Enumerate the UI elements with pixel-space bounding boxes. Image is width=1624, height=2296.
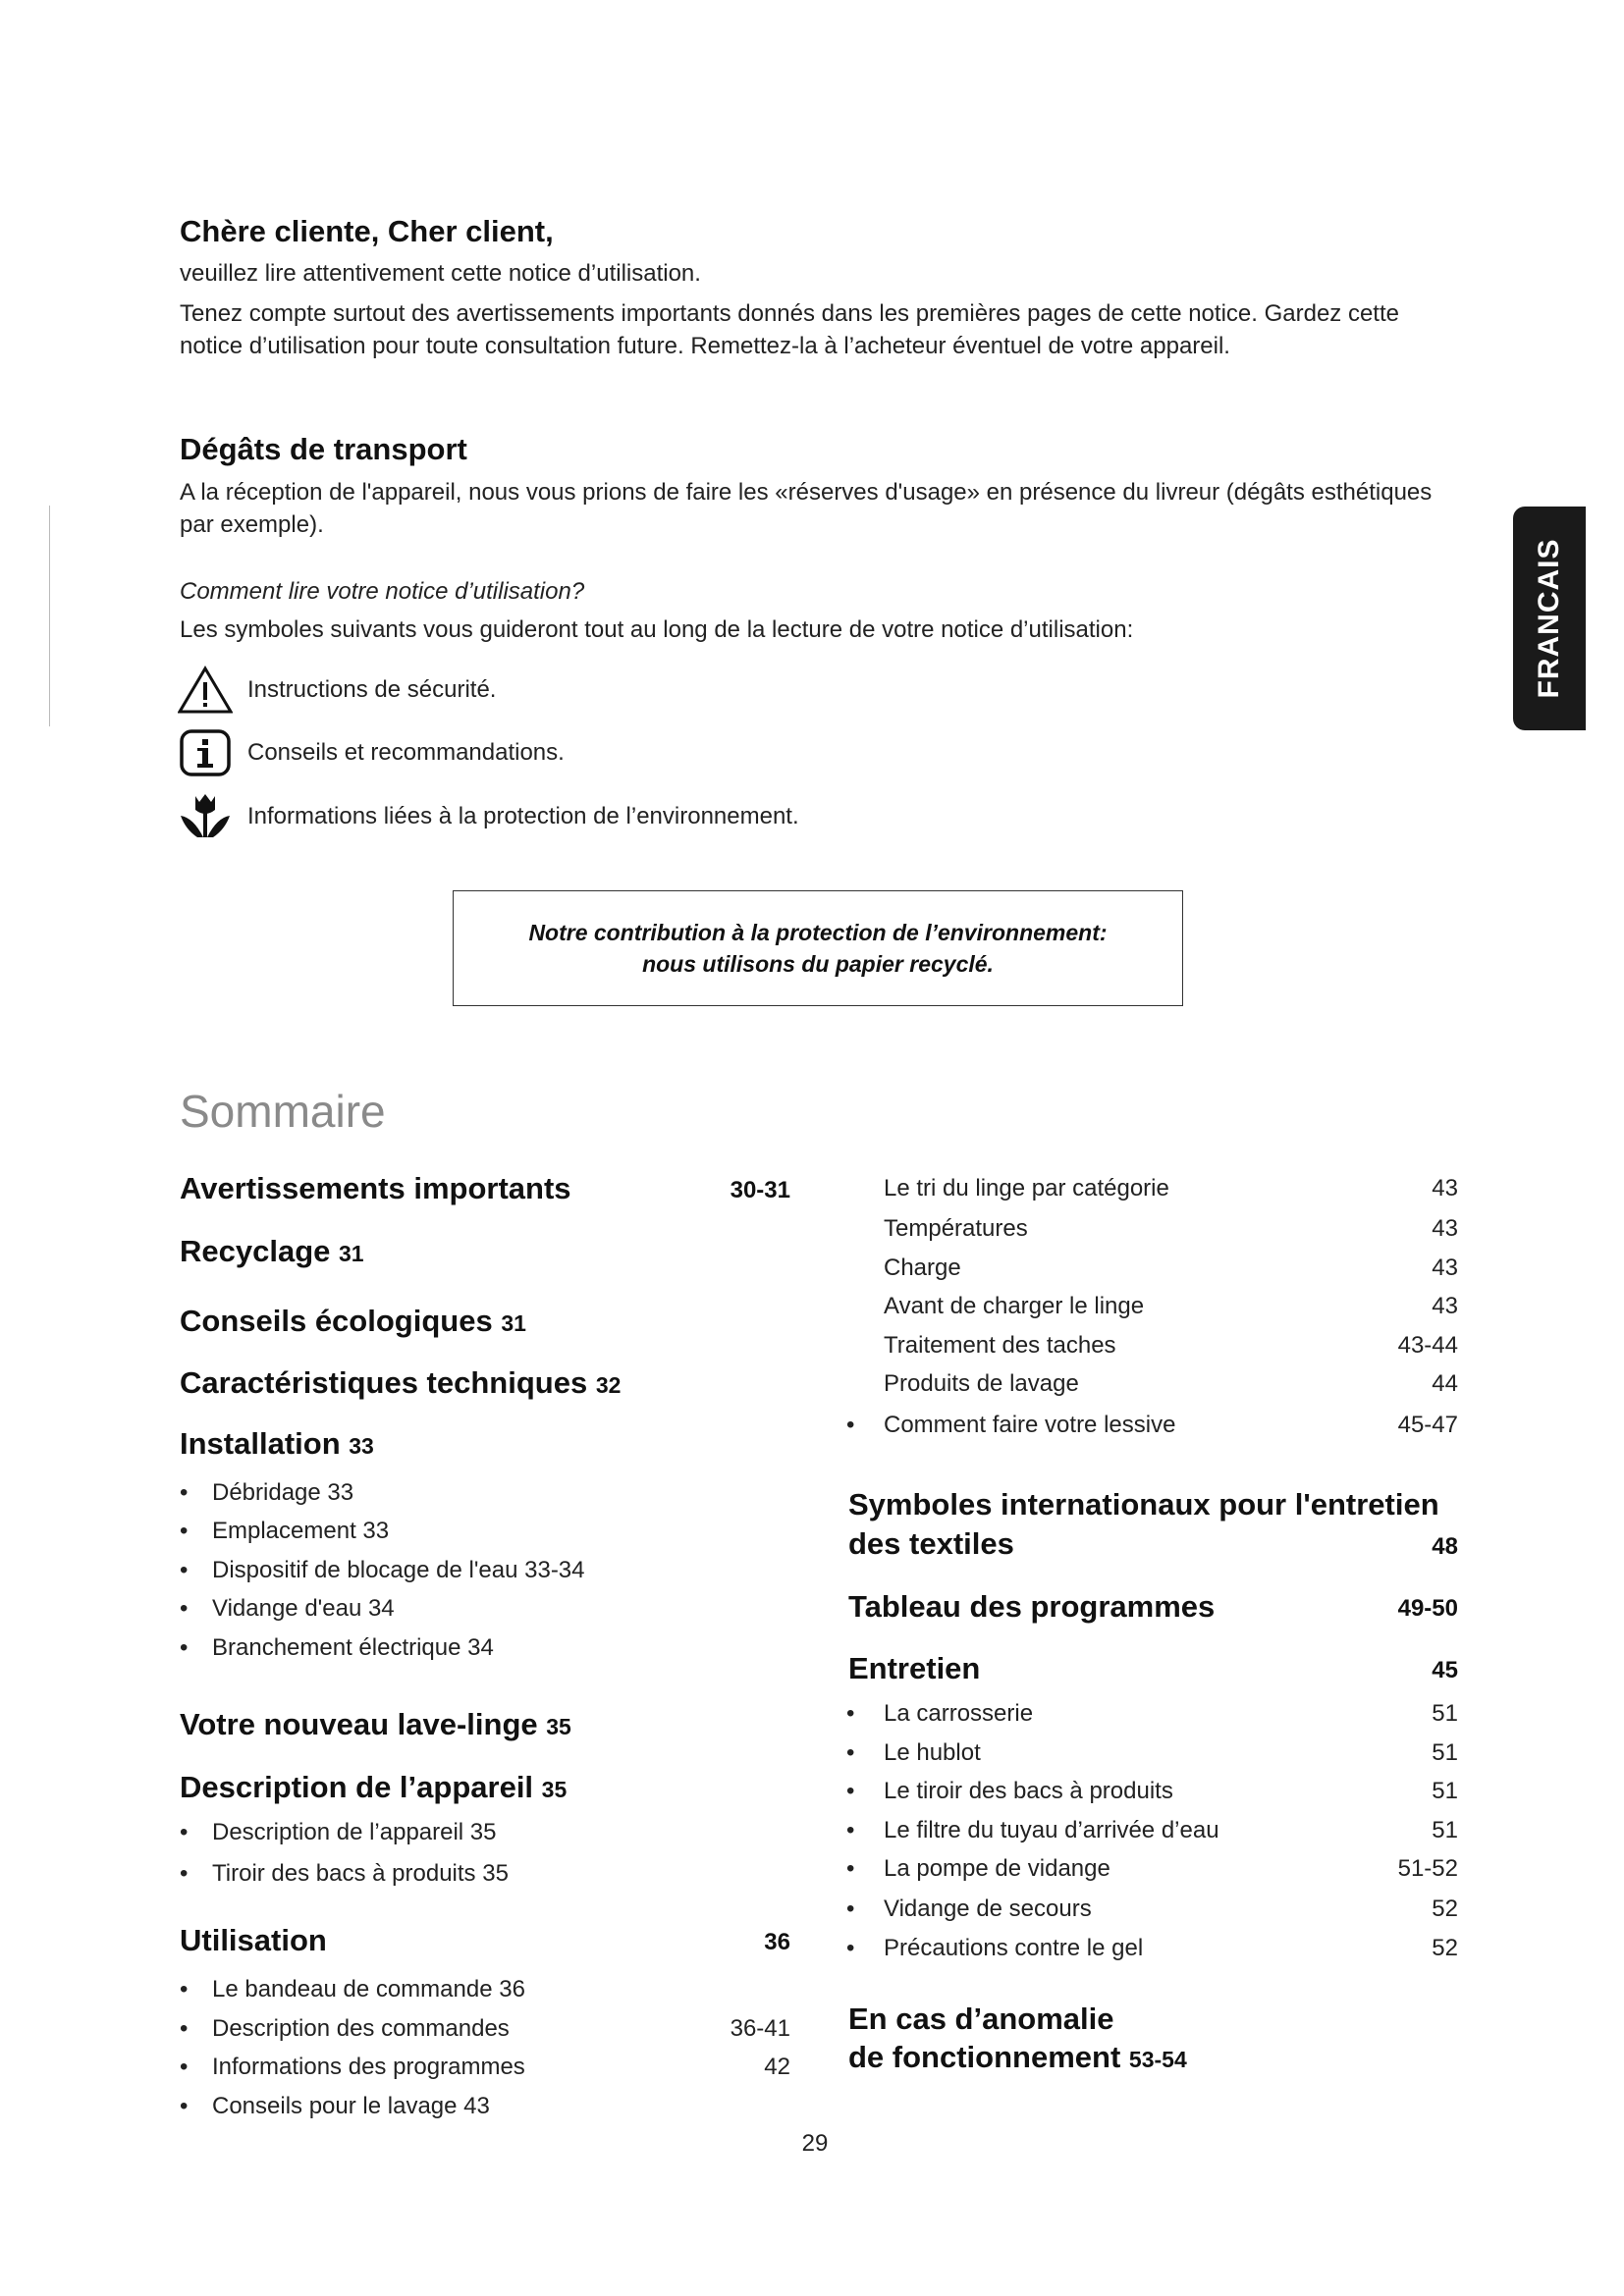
toc-heading-symboles: Symboles internationaux pour l'entretien	[848, 1487, 1439, 1522]
notice-line-1: Notre contribution à la protection de l’environnement:	[528, 920, 1108, 945]
symbol-label: Conseils et recommandations.	[247, 739, 565, 766]
toc-item: • La carrosserie	[846, 1700, 1034, 1727]
toc-item: • Dispositif de blocage de l'eau 33-34	[180, 1557, 585, 1583]
toc-heading-avertissements: Avertissements importants	[180, 1171, 571, 1205]
toc-item: • Tiroir des bacs à produits 35	[180, 1860, 509, 1887]
toc-page: 49-50	[1397, 1595, 1458, 1622]
language-tab	[1513, 507, 1586, 730]
toc-title: Sommaire	[180, 1086, 386, 1137]
toc-heading-nouveau-lave-linge: Votre nouveau lave-linge 35	[180, 1707, 571, 1741]
warning-triangle-icon	[177, 665, 234, 716]
toc-item: • Le bandeau de commande 36	[180, 1976, 525, 2002]
toc-heading-symboles-2: des textiles	[848, 1526, 1014, 1561]
toc-item: • Conseils pour le lavage 43	[180, 2093, 490, 2119]
toc-item: • Le filtre du tuyau d’arrivée d’eau	[846, 1817, 1219, 1843]
toc-heading-anomalie-2: de fonctionnement 53-54	[848, 2040, 1187, 2074]
language-tab-label: FRANCAIS	[1533, 538, 1565, 699]
toc-page: 48	[1432, 1533, 1458, 1560]
toc-item: Traitement des taches	[884, 1332, 1116, 1359]
intro-paragraph: Tenez compte surtout des avertissements importants donnés dans les premières pages de cette notice. Gardez cette notice d’utilisation pour toute consultation future. Remettez-la à l’acheteur éventuel de votre appareil.	[180, 300, 1399, 359]
toc-page: 43	[1432, 1215, 1458, 1242]
toc-page: 43	[1432, 1293, 1458, 1319]
symbol-row-environment	[177, 791, 799, 842]
symbol-row-info	[177, 727, 565, 778]
transport-heading: Dégâts de transport	[180, 432, 467, 466]
recycled-paper-notice	[453, 890, 1183, 1006]
toc-item: • Le hublot	[846, 1739, 981, 1766]
environment-plant-icon	[177, 791, 234, 842]
toc-item: • Description des commandes	[180, 2015, 510, 2042]
toc-page: 51	[1432, 1778, 1458, 1804]
toc-item: • La pompe de vidange	[846, 1855, 1110, 1882]
toc-page: 43-44	[1397, 1332, 1458, 1359]
toc-item: • Débridage 33	[180, 1479, 354, 1506]
symbol-label: Informations liées à la protection de l’environnement.	[247, 803, 799, 829]
toc-item: • Informations des programmes	[180, 2054, 525, 2080]
toc-heading-tableau: Tableau des programmes	[848, 1589, 1216, 1624]
toc-heading-caracteristiques: Caractéristiques techniques 32	[180, 1365, 622, 1400]
info-icon	[177, 727, 234, 778]
notice-line-2: nous utilisons du papier recyclé.	[642, 951, 994, 977]
toc-item: • Description de l’appareil 35	[180, 1819, 497, 1845]
toc-page: 52	[1432, 1935, 1458, 1961]
toc-heading-conseils-ecologiques: Conseils écologiques 31	[180, 1304, 526, 1338]
toc-item: • Comment faire votre lessive	[846, 1412, 1176, 1438]
toc-page: 51	[1432, 1817, 1458, 1843]
toc-heading-entretien: Entretien	[848, 1651, 981, 1685]
toc-item: • Branchement électrique 34	[180, 1634, 494, 1661]
toc-item: • Emplacement 33	[180, 1518, 390, 1544]
toc-page: 42	[764, 2054, 790, 2080]
toc-page: 44	[1432, 1370, 1458, 1397]
toc-item: Le tri du linge par catégorie	[884, 1175, 1169, 1201]
toc-heading-recyclage: Recyclage 31	[180, 1234, 364, 1268]
toc-page: 45	[1432, 1657, 1458, 1683]
toc-heading-description: Description de l’appareil 35	[180, 1770, 568, 1804]
toc-page: 45-47	[1397, 1412, 1458, 1438]
toc-page: 52	[1432, 1896, 1458, 1922]
margin-rule	[49, 506, 50, 726]
intro-line: veuillez lire attentivement cette notice d’utilisation.	[180, 260, 701, 287]
howto-title: Comment lire votre notice d’utilisation?	[180, 578, 585, 605]
toc-item: • Vidange de secours	[846, 1896, 1092, 1922]
toc-item: Produits de lavage	[884, 1370, 1079, 1397]
toc-heading-installation: Installation 33	[180, 1426, 374, 1461]
symbol-row-safety	[177, 665, 496, 716]
toc-page: 43	[1432, 1255, 1458, 1281]
toc-item: Charge	[884, 1255, 961, 1281]
toc-page: 36-41	[730, 2015, 790, 2042]
toc-heading-utilisation: Utilisation	[180, 1923, 327, 1957]
toc-item: • Précautions contre le gel	[846, 1935, 1144, 1961]
toc-heading-anomalie: En cas d’anomalie	[848, 2002, 1114, 2036]
greeting-heading: Chère cliente, Cher client,	[180, 214, 554, 248]
toc-page: 51-52	[1397, 1855, 1458, 1882]
page-number: 29	[801, 2130, 829, 2157]
transport-paragraph: A la réception de l'appareil, nous vous prions de faire les «réserves d'usage» en présence du livreur (dégâts esthétiques par exemple).	[180, 479, 1433, 538]
toc-item: • Vidange d'eau 34	[180, 1595, 395, 1622]
symbol-label: Instructions de sécurité.	[247, 676, 497, 703]
toc-page: 51	[1432, 1739, 1458, 1766]
toc-page: 51	[1432, 1700, 1458, 1727]
howto-paragraph: Les symboles suivants vous guideront tout au long de la lecture de votre notice d’utilisation:	[180, 616, 1134, 643]
toc-item: Températures	[884, 1215, 1028, 1242]
toc-item: Avant de charger le linge	[884, 1293, 1145, 1319]
toc-page: 43	[1432, 1175, 1458, 1201]
toc-page: 30-31	[730, 1177, 790, 1203]
toc-item: • Le tiroir des bacs à produits	[846, 1778, 1173, 1804]
toc-page: 36	[764, 1929, 790, 1955]
